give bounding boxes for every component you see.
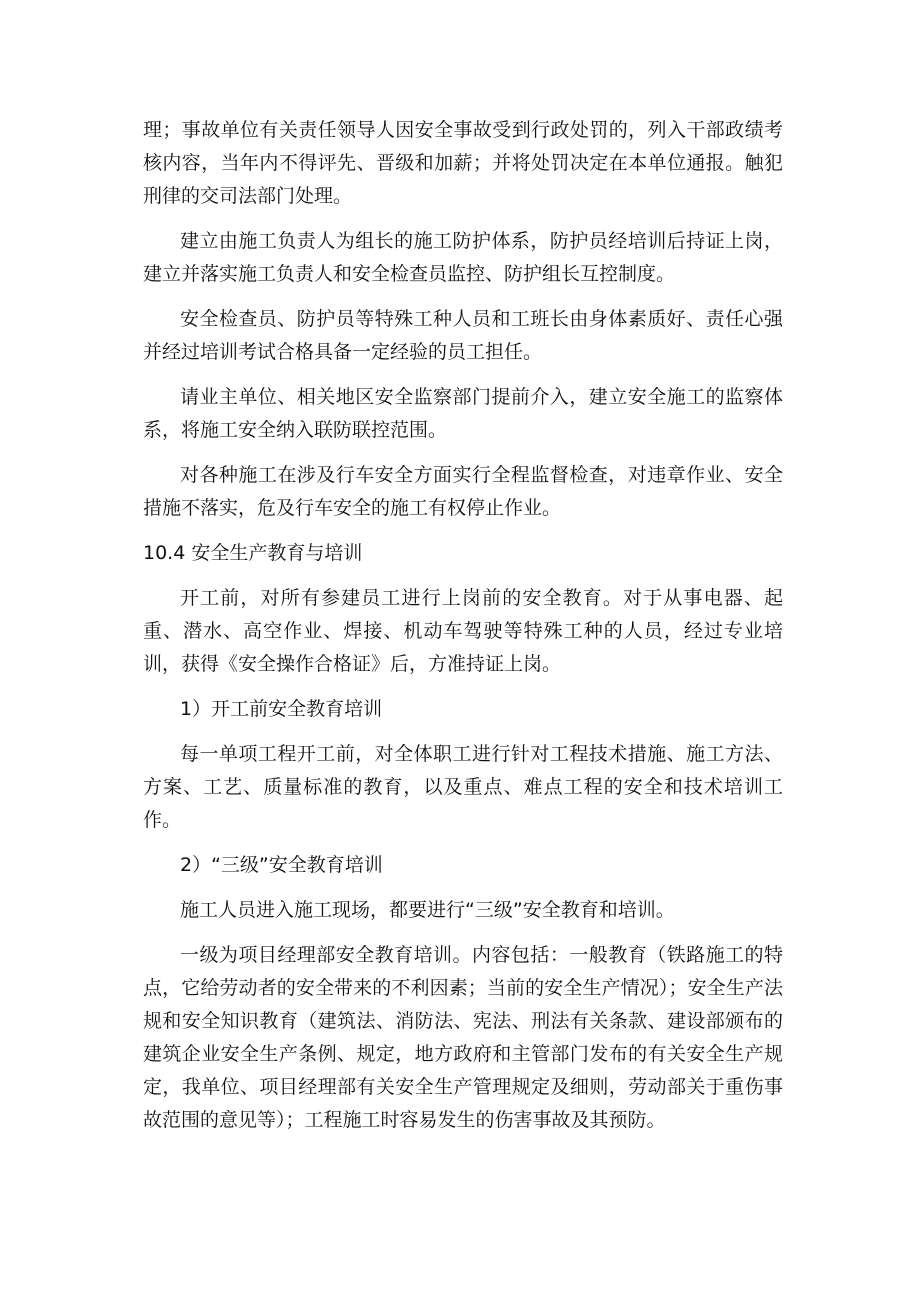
paragraph-traffic-safety: 对各种施工在涉及行车安全方面实行全程监督检查，对违章作业、安全措施不落实，危及行车安全的施工有权停止作业。 (143, 464, 783, 519)
paragraph-supervision: 请业主单位、相关地区安全监察部门提前介入，建立安全施工的监察体系，将施工安全纳入联防联控范围。 (143, 386, 783, 441)
paragraph-continuation: 理；事故单位有关责任领导人因安全事故受到行政处罚的，列入干部政绩考核内容，当年内不得评先、晋级和加薪；并将处罚决定在本单位通报。触犯刑律的交司法部门处理。 (143, 119, 783, 207)
paragraph-three-level-intro: 施工人员进入施工现场，都要进行“三级”安全教育和培训。 (180, 899, 675, 921)
subheading-pre-work-training: 1）开工前安全教育培训 (180, 698, 383, 720)
paragraph-protection-system: 建立由施工负责人为组长的施工防护体系，防护员经培训后持证上岗，建立并落实施工负责人和安全检查员监控、防护组长互控制度。 (143, 230, 783, 285)
paragraph-special-personnel: 安全检查员、防护员等特殊工种人员和工班长由身体素质好、责任心强并经过培训考试合格具备一定经验的员工担任。 (143, 308, 783, 363)
document-body (143, 114, 783, 1149)
paragraph-level-one: 一级为项目经理部安全教育培训。内容包括：一般教育（铁路施工的特点，它给劳动者的安全带来的不利因素；当前的安全生产情况）；安全生产法规和安全知识教育（建筑法、消防法、宪法、刑法有关条款、建设部颁布的建筑企业安全生产条例、规定，地方政府和主管部门发布的有关安全生产规定，我单位、项目经理部有关安全生产管理规定及细则，劳动部关于重伤事故范围的意见等）；工程施工时容易发生的伤害事故及其预防。 (143, 944, 783, 1131)
subheading-three-level-training: 2）“三级”安全教育培训 (180, 854, 383, 876)
paragraph-pre-work-education: 开工前，对所有参建员工进行上岗前的安全教育。对于从事电器、起重、潜水、高空作业、焊接、机动车驾驶等特殊工种的人员，经过专业培训，获得《安全操作合格证》后，方准持证上岗。 (143, 587, 783, 675)
paragraph-project-training: 每一单项工程开工前，对全体职工进行针对工程技术措施、施工方法、方案、工艺、质量标准的教育，以及重点、难点工程的安全和技术培训工作。 (143, 743, 783, 831)
section-heading: 10.4 安全生产教育与培训 (143, 542, 363, 564)
